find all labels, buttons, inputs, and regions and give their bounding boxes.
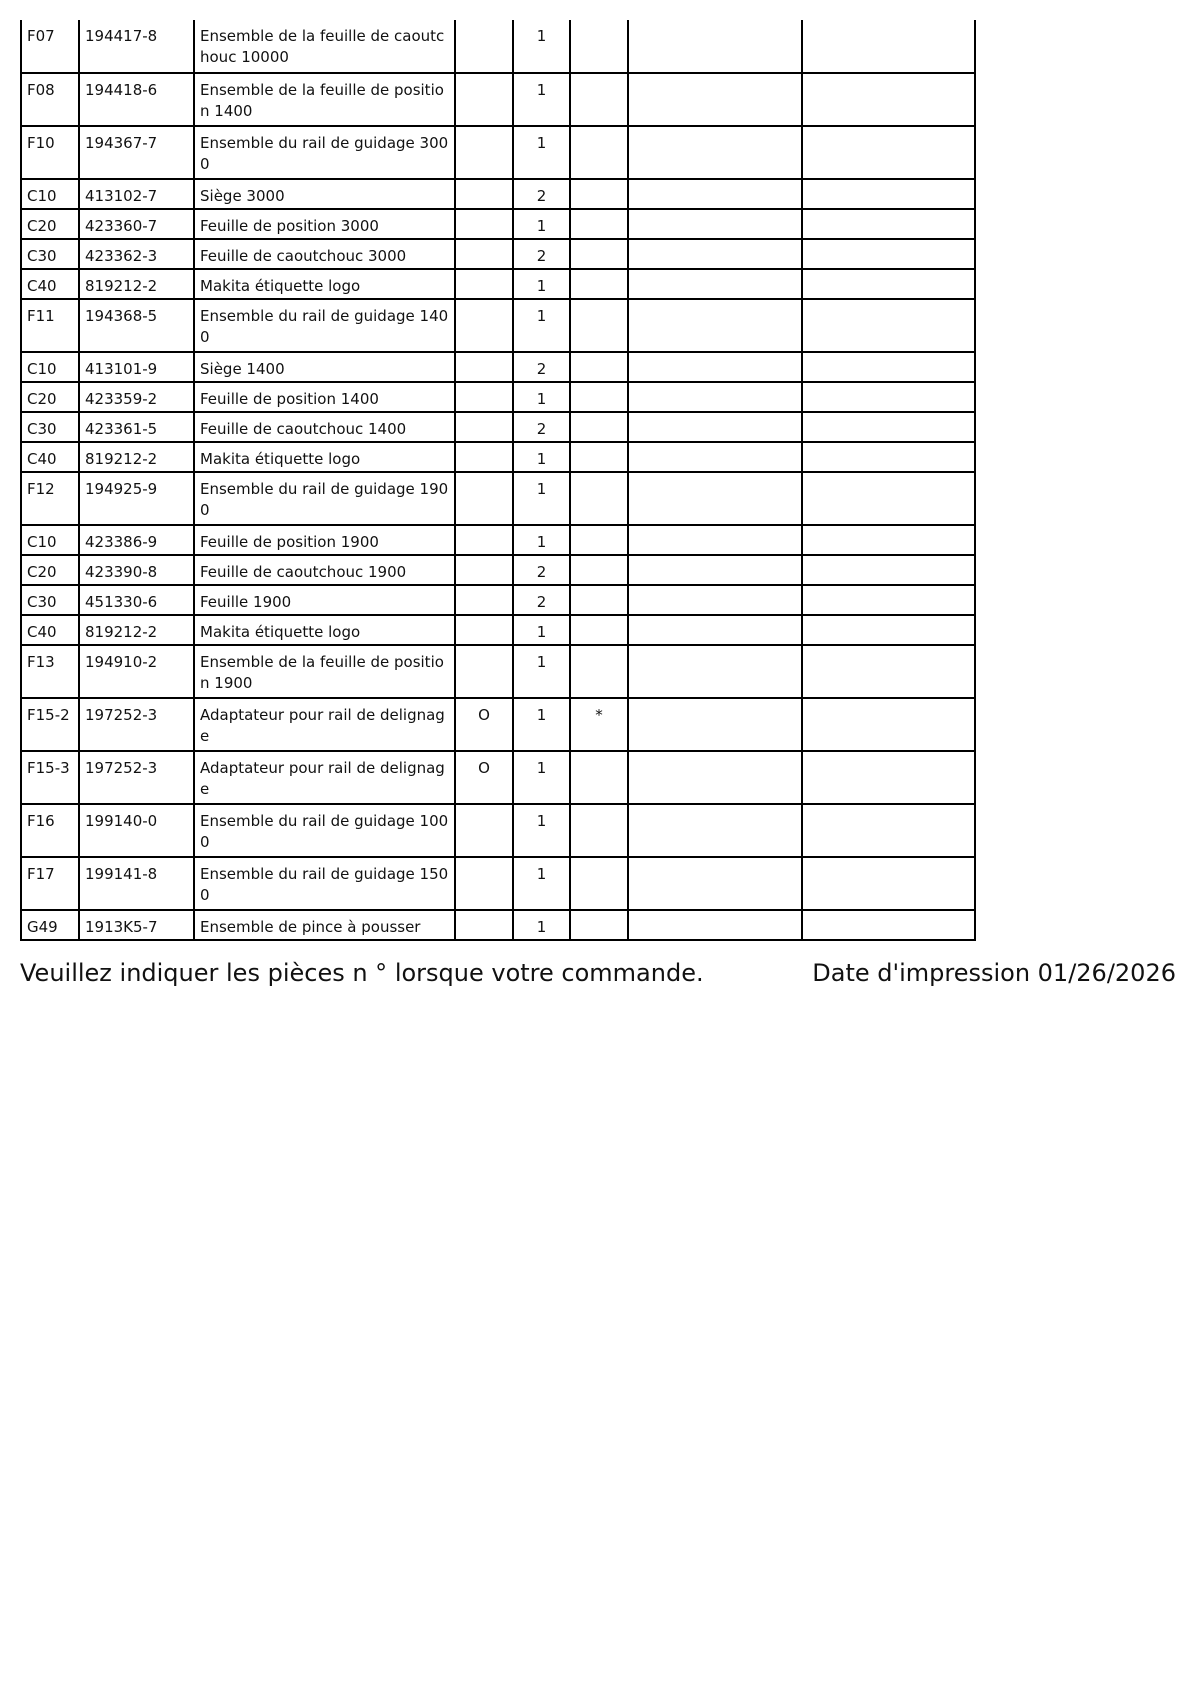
cell-ref: C20	[21, 555, 79, 585]
cell-blank-2	[802, 20, 975, 73]
cell-part-number: 194910-2	[79, 645, 194, 698]
cell-description: Feuille de position 3000	[194, 209, 455, 239]
cell-note	[570, 73, 628, 126]
cell-option	[455, 73, 513, 126]
cell-ref: C40	[21, 269, 79, 299]
cell-quantity: 1	[513, 751, 570, 804]
cell-note	[570, 804, 628, 857]
cell-note	[570, 239, 628, 269]
cell-option	[455, 585, 513, 615]
cell-quantity: 1	[513, 698, 570, 751]
cell-note	[570, 525, 628, 555]
cell-description: Ensemble de la feuille de position 1900	[194, 645, 455, 698]
cell-part-number: 197252-3	[79, 698, 194, 751]
cell-blank-2	[802, 299, 975, 352]
cell-blank-1	[628, 73, 802, 126]
cell-quantity: 1	[513, 299, 570, 352]
cell-note	[570, 269, 628, 299]
table-row	[21, 352, 975, 382]
cell-quantity: 2	[513, 555, 570, 585]
cell-description: Ensemble de la feuille de caoutchouc 10000	[194, 20, 455, 73]
cell-blank-1	[628, 269, 802, 299]
cell-blank-2	[802, 804, 975, 857]
cell-note: *	[570, 698, 628, 751]
cell-ref: F10	[21, 126, 79, 179]
cell-note	[570, 751, 628, 804]
cell-quantity: 2	[513, 352, 570, 382]
table-row	[21, 269, 975, 299]
table-row	[21, 209, 975, 239]
cell-blank-2	[802, 698, 975, 751]
cell-note	[570, 555, 628, 585]
cell-ref: F15-2	[21, 698, 79, 751]
cell-option	[455, 525, 513, 555]
cell-option: O	[455, 698, 513, 751]
cell-description: Ensemble de la feuille de position 1400	[194, 73, 455, 126]
cell-quantity: 1	[513, 126, 570, 179]
cell-description: Siège 3000	[194, 179, 455, 209]
cell-blank-2	[802, 179, 975, 209]
parts-table	[20, 20, 976, 941]
cell-blank-2	[802, 442, 975, 472]
cell-part-number: 423386-9	[79, 525, 194, 555]
cell-blank-2	[802, 472, 975, 525]
table-row	[21, 645, 975, 698]
cell-blank-2	[802, 751, 975, 804]
cell-description: Adaptateur pour rail de delignage	[194, 751, 455, 804]
cell-quantity: 1	[513, 73, 570, 126]
cell-blank-1	[628, 585, 802, 615]
cell-blank-1	[628, 352, 802, 382]
cell-option	[455, 209, 513, 239]
cell-blank-2	[802, 239, 975, 269]
cell-option: O	[455, 751, 513, 804]
cell-note	[570, 382, 628, 412]
cell-description: Feuille de caoutchouc 3000	[194, 239, 455, 269]
cell-description: Ensemble du rail de guidage 1000	[194, 804, 455, 857]
cell-description: Feuille 1900	[194, 585, 455, 615]
cell-part-number: 194417-8	[79, 20, 194, 73]
cell-ref: C20	[21, 209, 79, 239]
cell-quantity: 1	[513, 442, 570, 472]
cell-description: Ensemble du rail de guidage 3000	[194, 126, 455, 179]
cell-note	[570, 412, 628, 442]
cell-part-number: 194368-5	[79, 299, 194, 352]
cell-ref: C30	[21, 412, 79, 442]
cell-blank-2	[802, 525, 975, 555]
cell-ref: C40	[21, 615, 79, 645]
cell-ref: C20	[21, 382, 79, 412]
parts-table-body	[21, 20, 975, 940]
cell-blank-2	[802, 352, 975, 382]
cell-part-number: 819212-2	[79, 615, 194, 645]
cell-blank-2	[802, 910, 975, 940]
cell-blank-1	[628, 645, 802, 698]
cell-ref: F13	[21, 645, 79, 698]
cell-blank-2	[802, 412, 975, 442]
cell-quantity: 1	[513, 20, 570, 73]
cell-description: Siège 1400	[194, 352, 455, 382]
cell-option	[455, 615, 513, 645]
cell-note	[570, 179, 628, 209]
table-row	[21, 126, 975, 179]
cell-quantity: 2	[513, 239, 570, 269]
table-row	[21, 239, 975, 269]
cell-ref: F08	[21, 73, 79, 126]
cell-note	[570, 126, 628, 179]
cell-ref: C30	[21, 585, 79, 615]
cell-description: Makita étiquette logo	[194, 615, 455, 645]
cell-note	[570, 645, 628, 698]
cell-blank-1	[628, 299, 802, 352]
cell-quantity: 1	[513, 382, 570, 412]
cell-part-number: 199141-8	[79, 857, 194, 910]
cell-part-number: 413102-7	[79, 179, 194, 209]
cell-part-number: 423360-7	[79, 209, 194, 239]
cell-note	[570, 209, 628, 239]
cell-quantity: 1	[513, 857, 570, 910]
cell-option	[455, 804, 513, 857]
cell-option	[455, 910, 513, 940]
cell-option	[455, 472, 513, 525]
cell-option	[455, 555, 513, 585]
cell-blank-1	[628, 442, 802, 472]
cell-description: Ensemble du rail de guidage 1400	[194, 299, 455, 352]
cell-ref: C10	[21, 352, 79, 382]
cell-note	[570, 585, 628, 615]
table-row	[21, 615, 975, 645]
cell-part-number: 194367-7	[79, 126, 194, 179]
cell-blank-1	[628, 412, 802, 442]
cell-blank-1	[628, 126, 802, 179]
cell-blank-2	[802, 615, 975, 645]
cell-quantity: 1	[513, 525, 570, 555]
cell-part-number: 423361-5	[79, 412, 194, 442]
cell-option	[455, 645, 513, 698]
cell-blank-1	[628, 910, 802, 940]
cell-description: Feuille de caoutchouc 1400	[194, 412, 455, 442]
cell-blank-1	[628, 179, 802, 209]
cell-quantity: 1	[513, 269, 570, 299]
cell-description: Adaptateur pour rail de delignage	[194, 698, 455, 751]
cell-option	[455, 126, 513, 179]
cell-note	[570, 910, 628, 940]
cell-option	[455, 857, 513, 910]
cell-description: Ensemble du rail de guidage 1500	[194, 857, 455, 910]
cell-blank-1	[628, 555, 802, 585]
cell-blank-2	[802, 73, 975, 126]
table-row	[21, 73, 975, 126]
cell-blank-2	[802, 126, 975, 179]
cell-option	[455, 20, 513, 73]
cell-quantity: 1	[513, 209, 570, 239]
cell-quantity: 1	[513, 615, 570, 645]
table-row	[21, 555, 975, 585]
cell-option	[455, 352, 513, 382]
table-row	[21, 585, 975, 615]
cell-blank-1	[628, 698, 802, 751]
cell-blank-1	[628, 804, 802, 857]
cell-blank-2	[802, 585, 975, 615]
cell-part-number: 1913K5-7	[79, 910, 194, 940]
cell-blank-1	[628, 209, 802, 239]
cell-note	[570, 352, 628, 382]
cell-ref: G49	[21, 910, 79, 940]
cell-note	[570, 20, 628, 73]
cell-option	[455, 442, 513, 472]
cell-description: Feuille de caoutchouc 1900	[194, 555, 455, 585]
cell-part-number: 194418-6	[79, 73, 194, 126]
table-row	[21, 299, 975, 352]
cell-ref: F07	[21, 20, 79, 73]
cell-quantity: 2	[513, 179, 570, 209]
cell-quantity: 1	[513, 472, 570, 525]
cell-part-number: 423362-3	[79, 239, 194, 269]
table-row	[21, 442, 975, 472]
cell-blank-1	[628, 615, 802, 645]
table-row	[21, 910, 975, 940]
cell-quantity: 2	[513, 585, 570, 615]
table-row	[21, 857, 975, 910]
cell-blank-2	[802, 857, 975, 910]
cell-part-number: 199140-0	[79, 804, 194, 857]
cell-ref: F15-3	[21, 751, 79, 804]
cell-quantity: 1	[513, 910, 570, 940]
table-row	[21, 804, 975, 857]
table-row	[21, 179, 975, 209]
cell-description: Ensemble du rail de guidage 1900	[194, 472, 455, 525]
table-row	[21, 382, 975, 412]
cell-blank-1	[628, 751, 802, 804]
table-row	[21, 751, 975, 804]
cell-option	[455, 382, 513, 412]
cell-part-number: 819212-2	[79, 442, 194, 472]
cell-option	[455, 412, 513, 442]
cell-ref: C10	[21, 179, 79, 209]
cell-ref: F11	[21, 299, 79, 352]
table-row	[21, 472, 975, 525]
cell-description: Makita étiquette logo	[194, 442, 455, 472]
cell-blank-1	[628, 382, 802, 412]
table-row	[21, 525, 975, 555]
cell-option	[455, 269, 513, 299]
cell-note	[570, 442, 628, 472]
cell-blank-1	[628, 857, 802, 910]
table-row	[21, 698, 975, 751]
cell-note	[570, 857, 628, 910]
cell-ref: F17	[21, 857, 79, 910]
cell-blank-2	[802, 269, 975, 299]
cell-note	[570, 472, 628, 525]
cell-part-number: 423359-2	[79, 382, 194, 412]
cell-option	[455, 299, 513, 352]
cell-part-number: 451330-6	[79, 585, 194, 615]
cell-blank-2	[802, 555, 975, 585]
table-row	[21, 20, 975, 73]
cell-quantity: 2	[513, 412, 570, 442]
cell-ref: F16	[21, 804, 79, 857]
cell-note	[570, 615, 628, 645]
cell-ref: C40	[21, 442, 79, 472]
cell-option	[455, 179, 513, 209]
cell-part-number: 197252-3	[79, 751, 194, 804]
cell-quantity: 1	[513, 645, 570, 698]
cell-part-number: 423390-8	[79, 555, 194, 585]
table-row	[21, 412, 975, 442]
order-instruction: Veuillez indiquer les pièces n ° lorsque votre commande.	[20, 959, 704, 987]
cell-part-number: 819212-2	[79, 269, 194, 299]
cell-part-number: 413101-9	[79, 352, 194, 382]
cell-blank-2	[802, 382, 975, 412]
cell-part-number: 194925-9	[79, 472, 194, 525]
print-date: Date d'impression 01/26/2026	[812, 959, 1176, 987]
cell-blank-1	[628, 239, 802, 269]
cell-blank-1	[628, 20, 802, 73]
cell-blank-2	[802, 645, 975, 698]
cell-blank-1	[628, 525, 802, 555]
cell-note	[570, 299, 628, 352]
cell-option	[455, 239, 513, 269]
cell-ref: F12	[21, 472, 79, 525]
cell-blank-2	[802, 209, 975, 239]
cell-ref: C30	[21, 239, 79, 269]
cell-description: Feuille de position 1400	[194, 382, 455, 412]
cell-description: Feuille de position 1900	[194, 525, 455, 555]
cell-description: Makita étiquette logo	[194, 269, 455, 299]
cell-ref: C10	[21, 525, 79, 555]
cell-description: Ensemble de pince à pousser	[194, 910, 455, 940]
cell-blank-1	[628, 472, 802, 525]
cell-quantity: 1	[513, 804, 570, 857]
